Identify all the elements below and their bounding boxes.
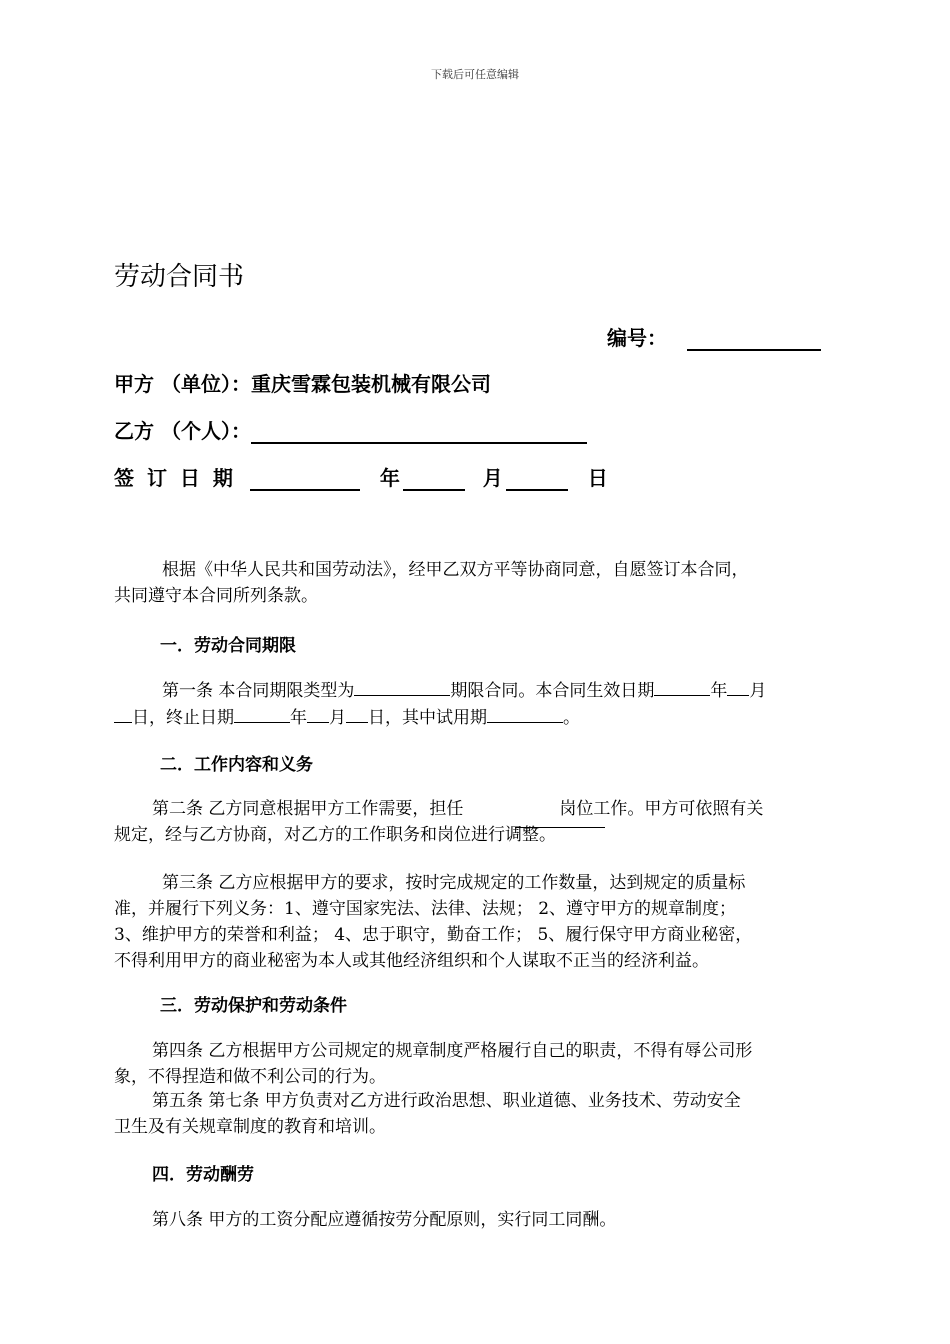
article-5-line-2: 卫生及有关规章制度的教育和培训。 (114, 1117, 386, 1137)
article-2-line-2: 规定，经与乙方协商，对乙方的工作职务和岗位进行调整。 (114, 825, 556, 845)
article-4 (114, 1038, 834, 1090)
end-year-blank[interactable] (234, 704, 290, 723)
article-2 (114, 796, 834, 848)
header-note: 下载后可任意编辑 (431, 68, 519, 81)
article-1-text-c: 年 (710, 681, 728, 701)
term-type-blank[interactable] (354, 677, 450, 696)
party-b (114, 415, 587, 444)
start-day-blank[interactable] (114, 704, 132, 723)
sign-year-label: 年 (379, 466, 403, 490)
section-1-title: 一．劳动合同期限 (160, 636, 296, 656)
article-4-line-1: 第四条 乙方根据甲方公司规定的规章制度严格履行自己的职责，不得有辱公司形 (152, 1041, 753, 1061)
probation-blank[interactable] (487, 704, 563, 723)
end-day-blank[interactable] (346, 704, 368, 723)
intro-line-1: 根据《中华人民共和国劳动法》，经甲乙双方平等协商同意，自愿签订本合同， (162, 560, 749, 580)
sign-day-blank[interactable] (506, 467, 568, 491)
article-1-text-i: 。 (563, 708, 580, 728)
article-5-line-1: 第五条 第七条 甲方负责对乙方进行政治思想、职业道德、业务技术、劳动安全 (152, 1091, 741, 1111)
article-3-line-4: 不得利用甲方的商业秘密为本人或其他经济组织和个人谋取不正当的经济利益。 (114, 951, 709, 971)
article-2-text-a: 第二条 乙方同意根据甲方工作需要，担任 (152, 799, 464, 819)
article-8-line-1: 第八条 甲方的工资分配应遵循按劳分配原则，实行同工同酬。 (152, 1210, 617, 1230)
article-2-line-1 (114, 796, 834, 822)
sign-date-label: 签 订 日 期 (114, 466, 236, 490)
strike-line (515, 827, 605, 828)
contract-number (607, 322, 821, 351)
section-4-title: 四．劳动酬劳 (152, 1165, 254, 1185)
intro-line-2: 共同遵守本合同所列条款。 (114, 586, 318, 606)
end-month-blank[interactable] (307, 704, 329, 723)
sign-month-label: 月 (482, 466, 506, 490)
section-3-title: 三．劳动保护和劳动条件 (160, 996, 347, 1016)
sign-month-blank[interactable] (403, 467, 465, 491)
article-3-line-3: 3、维护甲方的荣誉和利益； 4、忠于职守，勤奋工作； 5、履行保守甲方商业秘密， (114, 925, 753, 945)
contract-number-blank[interactable] (687, 327, 821, 351)
article-3-line-2: 准，并履行下列义务：1、遵守国家宪法、法律、法规； 2、遵守甲方的规章制度； (114, 899, 737, 919)
article-1 (114, 677, 834, 731)
article-4-line-2: 象，不得捏造和做不利公司的行为。 (114, 1067, 386, 1087)
article-8 (114, 1207, 834, 1233)
article-1-text-e: 日，终止日期 (132, 708, 234, 728)
article-1-line-1 (114, 677, 834, 704)
article-1-text-f: 年 (290, 708, 307, 728)
article-1-text-d: 月 (749, 681, 767, 701)
sign-day-label: 日 (587, 466, 611, 490)
contract-number-label: 编号： (607, 326, 667, 350)
article-1-line-2 (114, 704, 834, 731)
section-2-title: 二．工作内容和义务 (160, 755, 313, 775)
party-b-blank[interactable] (251, 420, 587, 444)
party-b-label: 乙方 （个人）： (114, 419, 251, 443)
article-3 (114, 870, 834, 974)
article-2-text-b: 岗位工作。甲方可依照有关 (559, 799, 764, 819)
start-year-blank[interactable] (654, 677, 710, 696)
article-1-text-a: 第一条 本合同期限类型为 (162, 681, 355, 701)
party-a: 甲方 （单位）：重庆雪霖包装机械有限公司 (114, 372, 491, 396)
article-1-text-b: 期限合同。本合同生效日期 (450, 681, 655, 701)
document-title: 劳动合同书 (114, 262, 245, 292)
article-1-text-g: 月 (329, 708, 346, 728)
sign-date (114, 462, 611, 491)
article-1-text-h: 日，其中试用期 (368, 708, 487, 728)
intro-paragraph (114, 557, 834, 609)
sign-year-blank[interactable] (250, 467, 360, 491)
start-month-blank[interactable] (727, 677, 749, 696)
article-5 (114, 1088, 834, 1140)
article-3-line-1: 第三条 乙方应根据甲方的要求，按时完成规定的工作数量，达到规定的质量标 (162, 873, 746, 893)
